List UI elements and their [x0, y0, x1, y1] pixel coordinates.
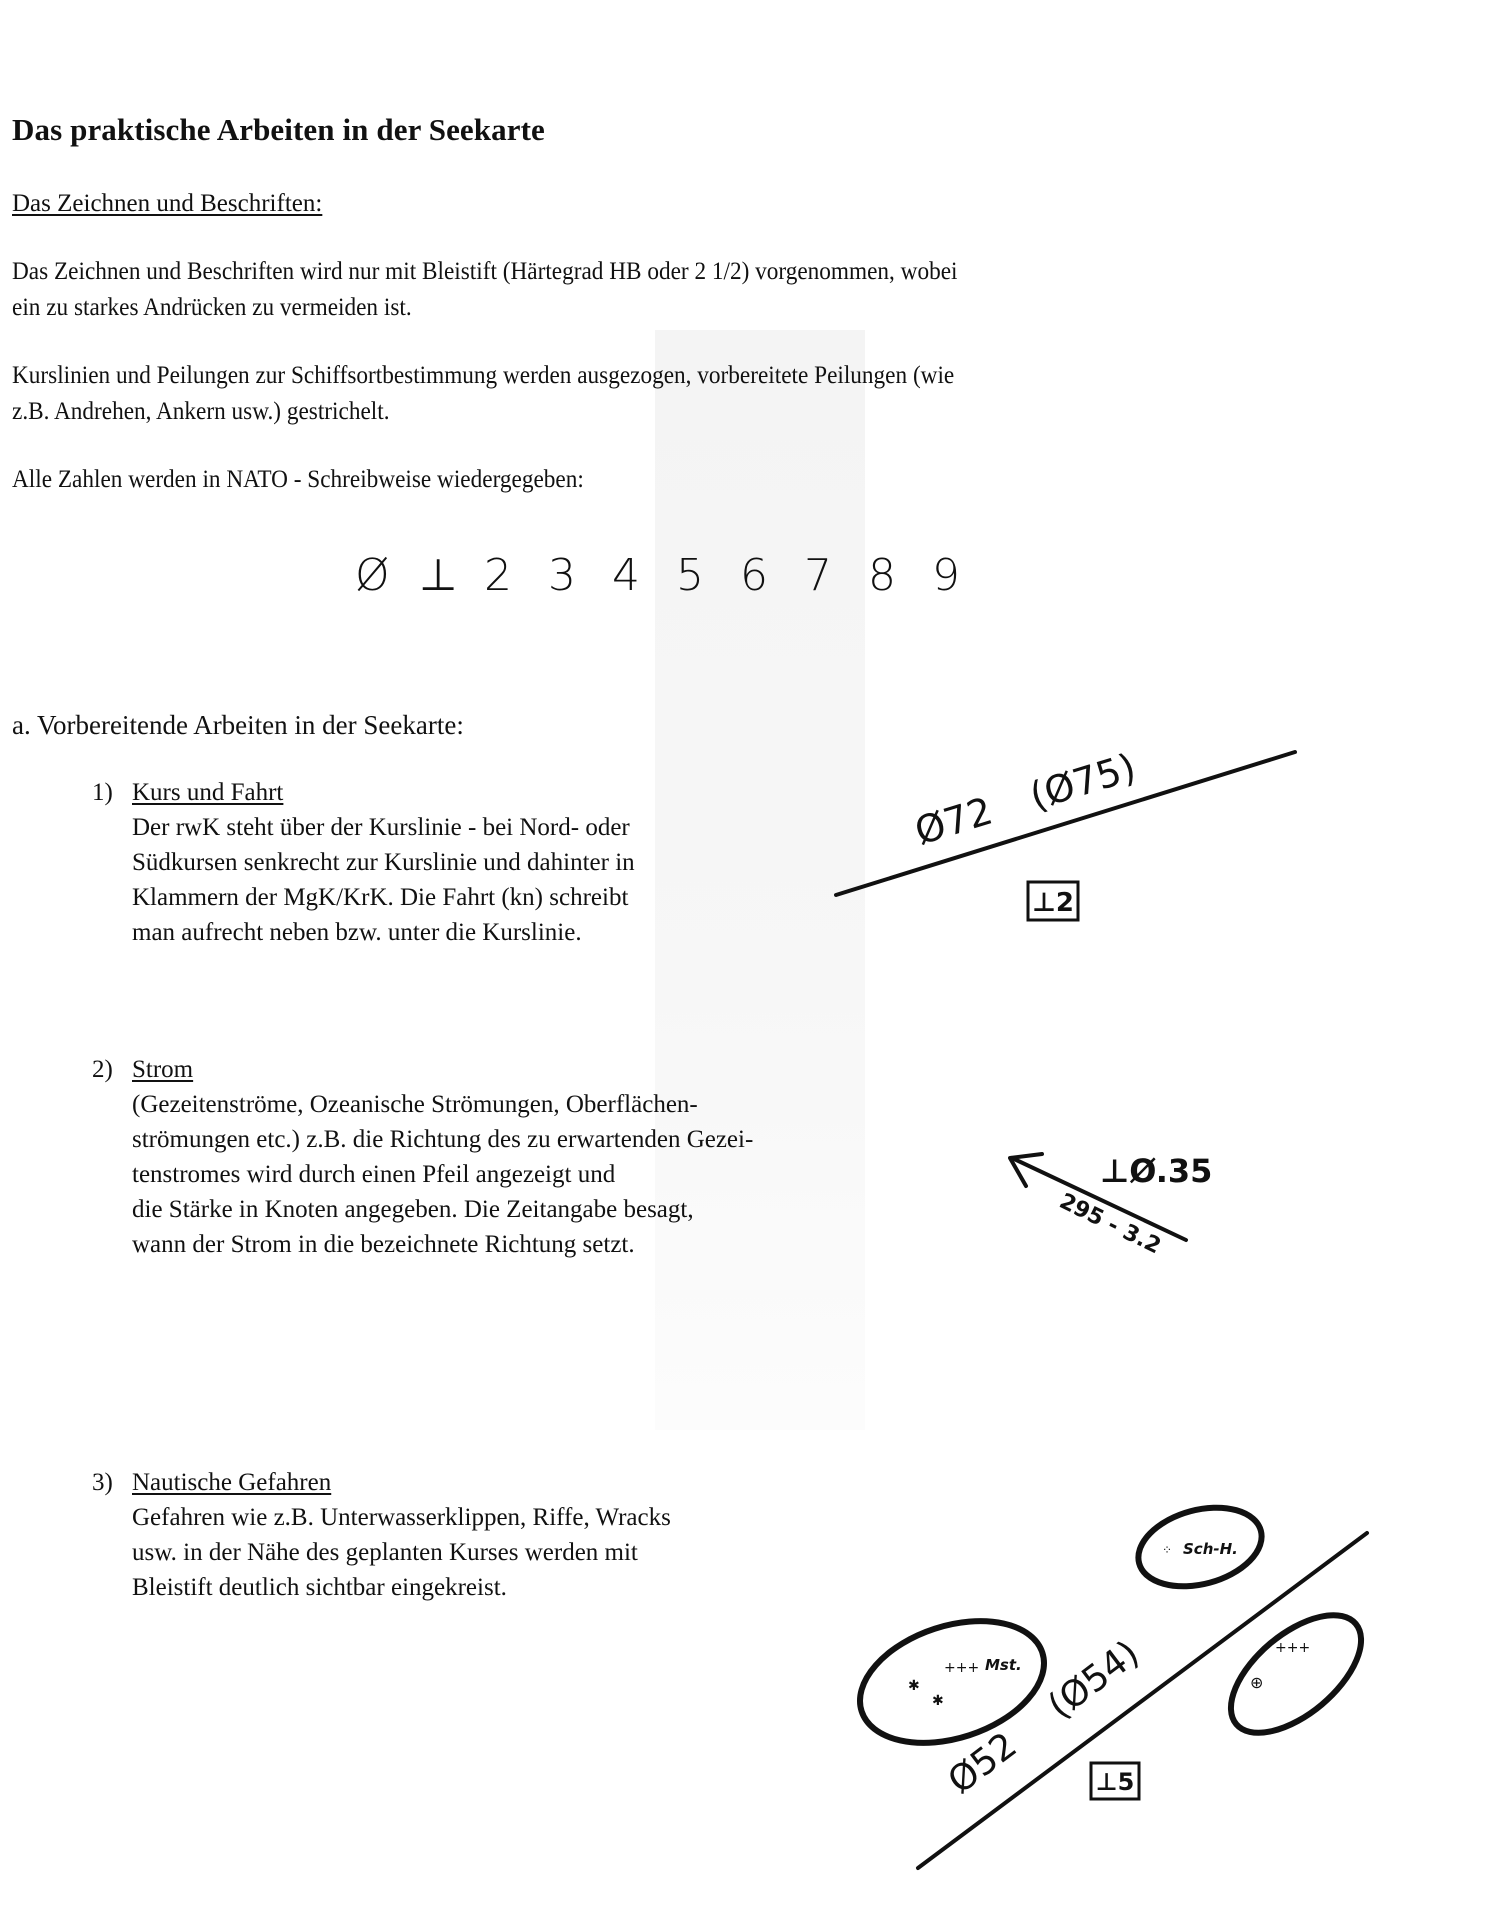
page-title: Das praktische Arbeiten in der Seekarte — [12, 112, 545, 147]
item-line: die Stärke in Knoten angegeben. Die Zeitangabe besagt, — [132, 1196, 694, 1223]
course-line — [918, 1533, 1367, 1868]
item-line: Klammern der MgK/KrK. Die Fahrt (kn) schreibt — [132, 884, 629, 911]
item-line: tenstromes wird durch einen Pfeil angezeigt und — [132, 1161, 616, 1188]
paragraph-nato — [12, 462, 584, 498]
digit: 5 — [676, 550, 704, 601]
item-line: Gefahren wie z.B. Unterwasserklippen, Riffe, Wracks — [132, 1504, 671, 1531]
item-line: wann der Strom in die bezeichnete Richtung setzt. — [132, 1231, 635, 1258]
digit: 2 — [484, 550, 512, 601]
paragraph-line: z.B. Andrehen, Ankern usw.) gestrichelt. — [12, 398, 390, 425]
item-number: 2) — [92, 1056, 113, 1083]
item-strom — [92, 1052, 753, 1262]
current-sketch — [990, 1130, 1240, 1280]
wreck-icon: +++ — [944, 1660, 980, 1676]
item-line: (Gezeitenströme, Ozeanische Strömungen, Oberflächen- — [132, 1091, 698, 1118]
digit: 9 — [932, 550, 960, 601]
digit: 6 — [740, 550, 768, 601]
hazards-sketch — [840, 1490, 1400, 1910]
wreck-label: Mst. — [985, 1656, 1022, 1674]
item-line: Bleistift deutlich sichtbar eingekreist. — [132, 1574, 507, 1601]
digit: 4 — [612, 550, 640, 601]
shoal-icon: ⁘ — [1162, 1543, 1173, 1557]
paragraph-pencil — [12, 254, 957, 326]
hazard-circle-wrecks — [844, 1599, 1059, 1764]
course-label: Ø52 — [940, 1724, 1025, 1803]
current-direction-label: 295 - 3.2 — [1055, 1188, 1165, 1260]
rock-icon: ✱ — [932, 1693, 944, 1709]
item-number: 1) — [92, 779, 113, 806]
item-line: Der rwK steht über der Kurslinie - bei Nord- oder — [132, 814, 630, 841]
item-kurs-und-fahrt — [92, 775, 635, 950]
paragraph-line: Kurslinien und Peilungen zur Schiffsortbestimmung werden ausgezogen, vorbereitete Peilungen (wie — [12, 362, 955, 389]
subheading: Das Zeichnen und Beschriften: — [12, 190, 323, 217]
section-a-heading: a. Vorbereitende Arbeiten in der Seekarte: — [12, 710, 464, 740]
digit: 3 — [548, 550, 576, 601]
item-heading: Nautische Gefahren — [132, 1469, 332, 1496]
nato-digits — [355, 550, 961, 601]
paragraph-line: Alle Zahlen werden in NATO - Schreibweise wiedergegeben: — [12, 466, 584, 493]
paragraph-lines — [12, 358, 954, 430]
item-heading: Kurs und Fahrt — [132, 779, 284, 806]
current-time-label: ⊥Ø.35 — [1100, 1152, 1213, 1190]
hazard-circle-rocks — [1211, 1593, 1382, 1755]
digit: 8 — [868, 550, 896, 601]
speed-label: ⊥2 — [1032, 888, 1074, 918]
course-sketch-1 — [820, 730, 1320, 950]
item-line: usw. in der Nähe des geplanten Kurses werden mit — [132, 1539, 638, 1566]
item-line: man aufrecht neben bzw. unter die Kurslinie. — [132, 919, 582, 946]
wreck-icon: +++ — [1275, 1640, 1311, 1656]
item-heading: Strom — [132, 1056, 194, 1083]
item-number: 3) — [92, 1469, 113, 1496]
magnetic-course-label: (Ø54) — [1040, 1632, 1148, 1728]
shoal-label: Sch-H. — [1183, 1540, 1238, 1558]
item-line: strömungen etc.) z.B. die Richtung des zu erwartenden Gezei- — [132, 1126, 754, 1153]
rock-icon: ⊕ — [1250, 1673, 1264, 1692]
magnetic-course-label: (Ø75) — [1024, 744, 1141, 819]
course-label: Ø72 — [909, 788, 998, 854]
rock-icon: ✱ — [908, 1678, 920, 1694]
item-nautische-gefahren — [92, 1465, 671, 1605]
speed-label: ⊥5 — [1095, 1768, 1135, 1796]
paragraph-line: ein zu starkes Andrücken zu vermeiden ist. — [12, 294, 412, 321]
digit: ⊥ — [419, 550, 458, 601]
digit: Ø — [355, 550, 390, 601]
digit: 7 — [804, 550, 832, 601]
item-line: Südkursen senkrecht zur Kurslinie und dahinter in — [132, 849, 635, 876]
paragraph-line: Das Zeichnen und Beschriften wird nur mit Bleistift (Härtegrad HB oder 2 1/2) vorgenommen, wobei — [12, 258, 958, 285]
